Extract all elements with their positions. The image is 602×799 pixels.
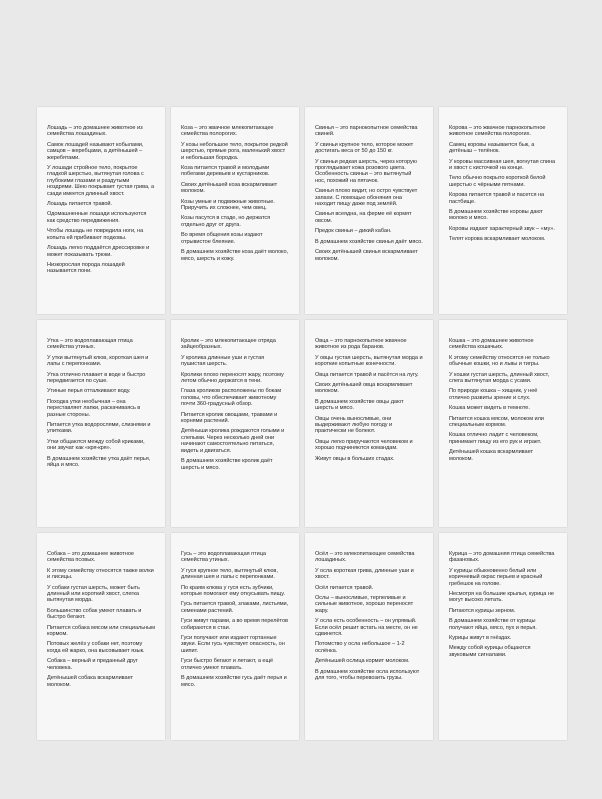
- card-paragraph: Гусь – это водоплавающая птица семейства утиных.: [181, 551, 266, 564]
- flashcard-sheet: [37, 107, 567, 740]
- card-goat: [171, 107, 299, 314]
- card-paragraph: Собака – это домашнее животное семейства псовых.: [47, 551, 134, 564]
- card-paragraph: У осла есть особенность – он упрямый. Если осёл решит встать на месте, он не сдвинется.: [315, 618, 418, 638]
- card-donkey: [305, 533, 433, 740]
- card-paragraph: Питается кошка мясом, молоком или специальным кормом.: [449, 415, 544, 429]
- card-paragraph: Свинья – это парнокопытное семейства свиней.: [315, 125, 418, 138]
- card-paragraph: Тело обычно покрыто короткой белой шерстью с чёрными пятнами.: [449, 175, 546, 188]
- card-paragraph: Коза – это жвачное млекопитающее семейства полорогих.: [181, 125, 274, 138]
- card-paragraph: Овцы легко приручаются человеком и хорошо подчиняются командам.: [315, 438, 413, 452]
- card-paragraph: Овца питается травой и пасётся на лугу.: [315, 371, 419, 378]
- card-paragraph: В домашнем хозяйстве свинья даёт мясо.: [315, 238, 423, 245]
- card-paragraph: Несмотря на большие крылья, курица не могут высоко летать.: [449, 591, 554, 604]
- card-paragraph: Во время общения козы издают отрывистое блеяние.: [181, 232, 263, 245]
- card-duck: [37, 320, 165, 527]
- card-paragraph: Детёнышей ослица кормит молоком.: [315, 658, 410, 665]
- card-paragraph: У курицы обыкновенно белый или коричневый окрас перьев и красный гребешок на голове.: [449, 567, 543, 587]
- card-paragraph: Глаза кроликов расположены по бокам головы, что обеспечивает животному почти 360-градусный обзор.: [181, 388, 282, 408]
- card-paragraph: Осёл – это млекопитающее семейства лошадиных.: [315, 551, 415, 564]
- card-cat: [439, 320, 567, 527]
- card-paragraph: Детёныши кролика рождаются голыми и слепыми. Через несколько дней они начинают самостоятельно питаться, видеть и двигаться.: [181, 428, 285, 454]
- card-paragraph: У свиньи крупное тело, которое может достигать веса от 50 до 150 кг.: [315, 141, 414, 155]
- card-paragraph: Потовых желёз у собаки нет, поэтому когда ей жарко, она высовывает язык.: [47, 641, 145, 654]
- card-paragraph: Лошадь питается травой.: [47, 201, 113, 208]
- card-paragraph: К этому семейству относятся не только обычные кошки, но и львы и тигры.: [449, 354, 550, 368]
- card-paragraph: По краям клюва у гуся есть зубчики, которые помогают ему откусывать пищу.: [181, 584, 285, 598]
- card-paragraph: У кролика длинные уши и густая пушистая шерсть.: [181, 354, 265, 368]
- card-paragraph: Собака – верный и преданный друг человека.: [47, 658, 138, 671]
- card-paragraph: Кошка может видеть в темноте.: [449, 405, 530, 412]
- card-paragraph: Утка – это водоплавающая птица семейства утиных.: [47, 338, 133, 351]
- card-paragraph: Питается собака мясом или специальным кормом.: [47, 624, 155, 638]
- card-paragraph: Детёнышей собака вскармливает молоком.: [47, 675, 133, 688]
- card-paragraph: По природе кошка – хищник, у неё отлично развиты зрение и слух.: [449, 388, 538, 401]
- card-sheep: [305, 320, 433, 527]
- card-paragraph: У овцы густая шерсть, вытянутая морда и короткие копытные конечности.: [315, 354, 423, 368]
- card-paragraph: Гуси быстро бегают и летают, а ещё отлично умеют плавать.: [181, 658, 274, 671]
- card-paragraph: Потомство у осла небольшое – 1-2 ослёнка.: [315, 641, 405, 654]
- card-paragraph: Своих детёнышей свинья вскармливает молоком.: [315, 249, 418, 262]
- card-paragraph: Гуси получают или издают гортанные звуки. Если гусь чувствует опасность, он шипит.: [181, 635, 285, 654]
- card-paragraph: У собаки густая шерсть, может быть длинный или короткий хвост, слегка вытянутая морда.: [47, 584, 140, 604]
- card-paragraph: Кошка – это домашнее животное семейства кошачьих.: [449, 338, 534, 351]
- card-paragraph: У осла короткая грива, длинные уши и хвост.: [315, 567, 414, 581]
- card-paragraph: У утки вытянутый клюв, короткая шея и лапы с перепонками.: [47, 354, 149, 368]
- card-goose: [171, 533, 299, 740]
- card-paragraph: Гуси живут парами, а во время перелётов собираются в стаи.: [181, 618, 288, 631]
- card-paragraph: Овцы очень выносливые, они выдерживают любую погоду и практически не болеют.: [315, 415, 393, 435]
- card-paragraph: Самец коровы называется бык, а детёныш – телёнок.: [449, 141, 535, 155]
- card-paragraph: В домашнем хозяйстве овцы дают шерсть и мясо.: [315, 398, 404, 412]
- card-paragraph: У коровы массивная шея, вогнутая спина и хвост с кисточкой на конце.: [449, 158, 556, 172]
- card-paragraph: Осёл питается травой.: [315, 584, 374, 591]
- card-paragraph: Питается кролик овощами, травами и корнями растений.: [181, 411, 278, 425]
- card-paragraph: Кролик – это млекопитающее отряда зайцеобразных.: [181, 338, 276, 351]
- card-paragraph: Овца – это парнокопытное жвачное животное из рода баранов.: [315, 338, 407, 351]
- card-paragraph: Одомашненные лошади используются как средство передвижения.: [47, 211, 147, 224]
- card-paragraph: Коза питается травой и молодыми побегами деревьев и кустарников.: [181, 165, 270, 178]
- card-paragraph: Своих детёнышей овца вскармливает молоком.: [315, 382, 413, 395]
- card-paragraph: Утки общаются между собой криками, они звучат как «кря-кря».: [47, 438, 145, 452]
- card-hen: [439, 533, 567, 740]
- card-paragraph: В домашнем хозяйстве кролик даёт шерсть и мясо.: [181, 458, 273, 471]
- card-paragraph: Козы умные и подвижные животные. Приручить их сложнее, чем овец.: [181, 198, 275, 212]
- card-paragraph: Предок свиньи – дикий кабан.: [315, 228, 392, 235]
- card-paragraph: Своих детёнышей коза вскармливает молоком.: [181, 181, 278, 195]
- card-paragraph: В домашнем хозяйстве коровы дают молоко и мясо.: [449, 209, 543, 222]
- card-paragraph: Корова питается травой и пасется на пастбище.: [449, 192, 545, 205]
- card-paragraph: В домашнем хозяйстве коза даёт молоко, мясо, шерсть и кожу.: [181, 249, 289, 262]
- card-paragraph: Живут овцы в больших стадах.: [315, 455, 395, 462]
- card-paragraph: Курицы живут в гнёздах.: [449, 635, 512, 642]
- card-paragraph: Утиные перья отталкивают воду.: [47, 388, 131, 395]
- card-paragraph: Детёнышей кошка вскармливает молоком.: [449, 449, 533, 462]
- card-dog: [37, 533, 165, 740]
- card-paragraph: Корова – это жвачное парнокопытное животное семейства полорогих.: [449, 125, 546, 138]
- card-paragraph: К этому семейству относятся также волки и лисицы.: [47, 567, 154, 581]
- card-paragraph: Кролики плохо переносят жару, поэтому летом обычно держатся в тени.: [181, 371, 284, 385]
- card-paragraph: Низкорослая порода лошадей называется пони.: [47, 261, 125, 275]
- card-rabbit: [171, 320, 299, 527]
- card-paragraph: Лошадь легко поддаётся дрессировке и может показывать трюки.: [47, 245, 150, 258]
- card-paragraph: Самок лошадей называют кобылами, самцов – жеребцами, а детёнышей – жеребятами.: [47, 141, 144, 161]
- card-paragraph: У лошади стройное тело, покрытое гладкой шерстью, вытянутая голова с глубокими глазами и раздутыми ноздрями. Шею покрывает густая грива, а сзади имеется длинный хвост.: [47, 165, 155, 197]
- card-paragraph: Курица – это домашняя птица семейства фазановых.: [449, 551, 555, 564]
- card-paragraph: В домашнем хозяйстве от курицы получают яйца, мясо, пух и перья.: [449, 618, 537, 631]
- card-cow: [439, 107, 567, 314]
- card-paragraph: Коровы издают характерный звук – «му».: [449, 225, 555, 232]
- card-paragraph: Кошка отлично ладит с человеком, принимает пищу из его рук и играет.: [449, 432, 542, 445]
- card-paragraph: Чтобы лошадь не повредила ноги, на копыта ей прибивают подковы.: [47, 228, 144, 241]
- card-paragraph: Ослы – выносливые, терпеливые и сильные животное, хорошо переносят жару.: [315, 595, 414, 614]
- card-paragraph: Козы пасутся в стаде, но держатся отдельно друг от друга.: [181, 215, 271, 228]
- card-paragraph: Походка утки необычная – она переставляет лапки, раскачиваясь в разные стороны.: [47, 398, 141, 418]
- card-paragraph: Утка отлично плавает в воде и быстро передвигается по суше.: [47, 371, 146, 385]
- card-paragraph: У свиньи редкая шерсть, через которую проглядывает кожа розового цвета. Особенность свиньи – это вытянутый нос, похожий на пятачок.: [315, 158, 417, 184]
- card-paragraph: Лошадь – это домашнее животное из семейства лошадиных.: [47, 125, 143, 138]
- card-paragraph: У кошки густая шерсть, длинный хвост, слега вытянутая морда с усами.: [449, 371, 549, 385]
- card-paragraph: В домашнем хозяйстве гусь даёт перья и мясо.: [181, 675, 287, 688]
- card-paragraph: Свинья плохо видит, но остро чувствует запахи. С помощью обоняния она находит пищу даже под землёй.: [315, 188, 418, 208]
- card-paragraph: У козы небольшое тело, покрытое редкой шерстью, прямые рога, маленький хвост и небольшая бородка.: [181, 141, 288, 161]
- card-horse: [37, 107, 165, 314]
- card-paragraph: У гуся крупное тело, вытянутый клюв, длинная шея и лапы с перепонками.: [181, 567, 278, 581]
- card-pig: [305, 107, 433, 314]
- card-paragraph: Питается утка водорослями, слизнями и улитками.: [47, 422, 151, 435]
- card-paragraph: Гусь питается травой, злаками, листьями, семенами растений.: [181, 601, 289, 614]
- card-paragraph: Телят корова вскармливает молоком.: [449, 236, 546, 243]
- card-paragraph: В домашнем хозяйстве утка даёт перья, яйца и мясо.: [47, 455, 151, 469]
- card-paragraph: Питаются курицы зерном.: [449, 607, 516, 614]
- card-paragraph: В домашнем хозяйстве осла используют для того, чтобы перевозить грузы.: [315, 668, 420, 682]
- card-paragraph: Между собой курицы общаются звуковыми сигналами.: [449, 645, 531, 658]
- card-paragraph: Большинство собак умеют плавать и быстро бегают.: [47, 607, 142, 621]
- card-paragraph: Свинья всеядна, на ферме её кормят овсом.: [315, 211, 412, 224]
